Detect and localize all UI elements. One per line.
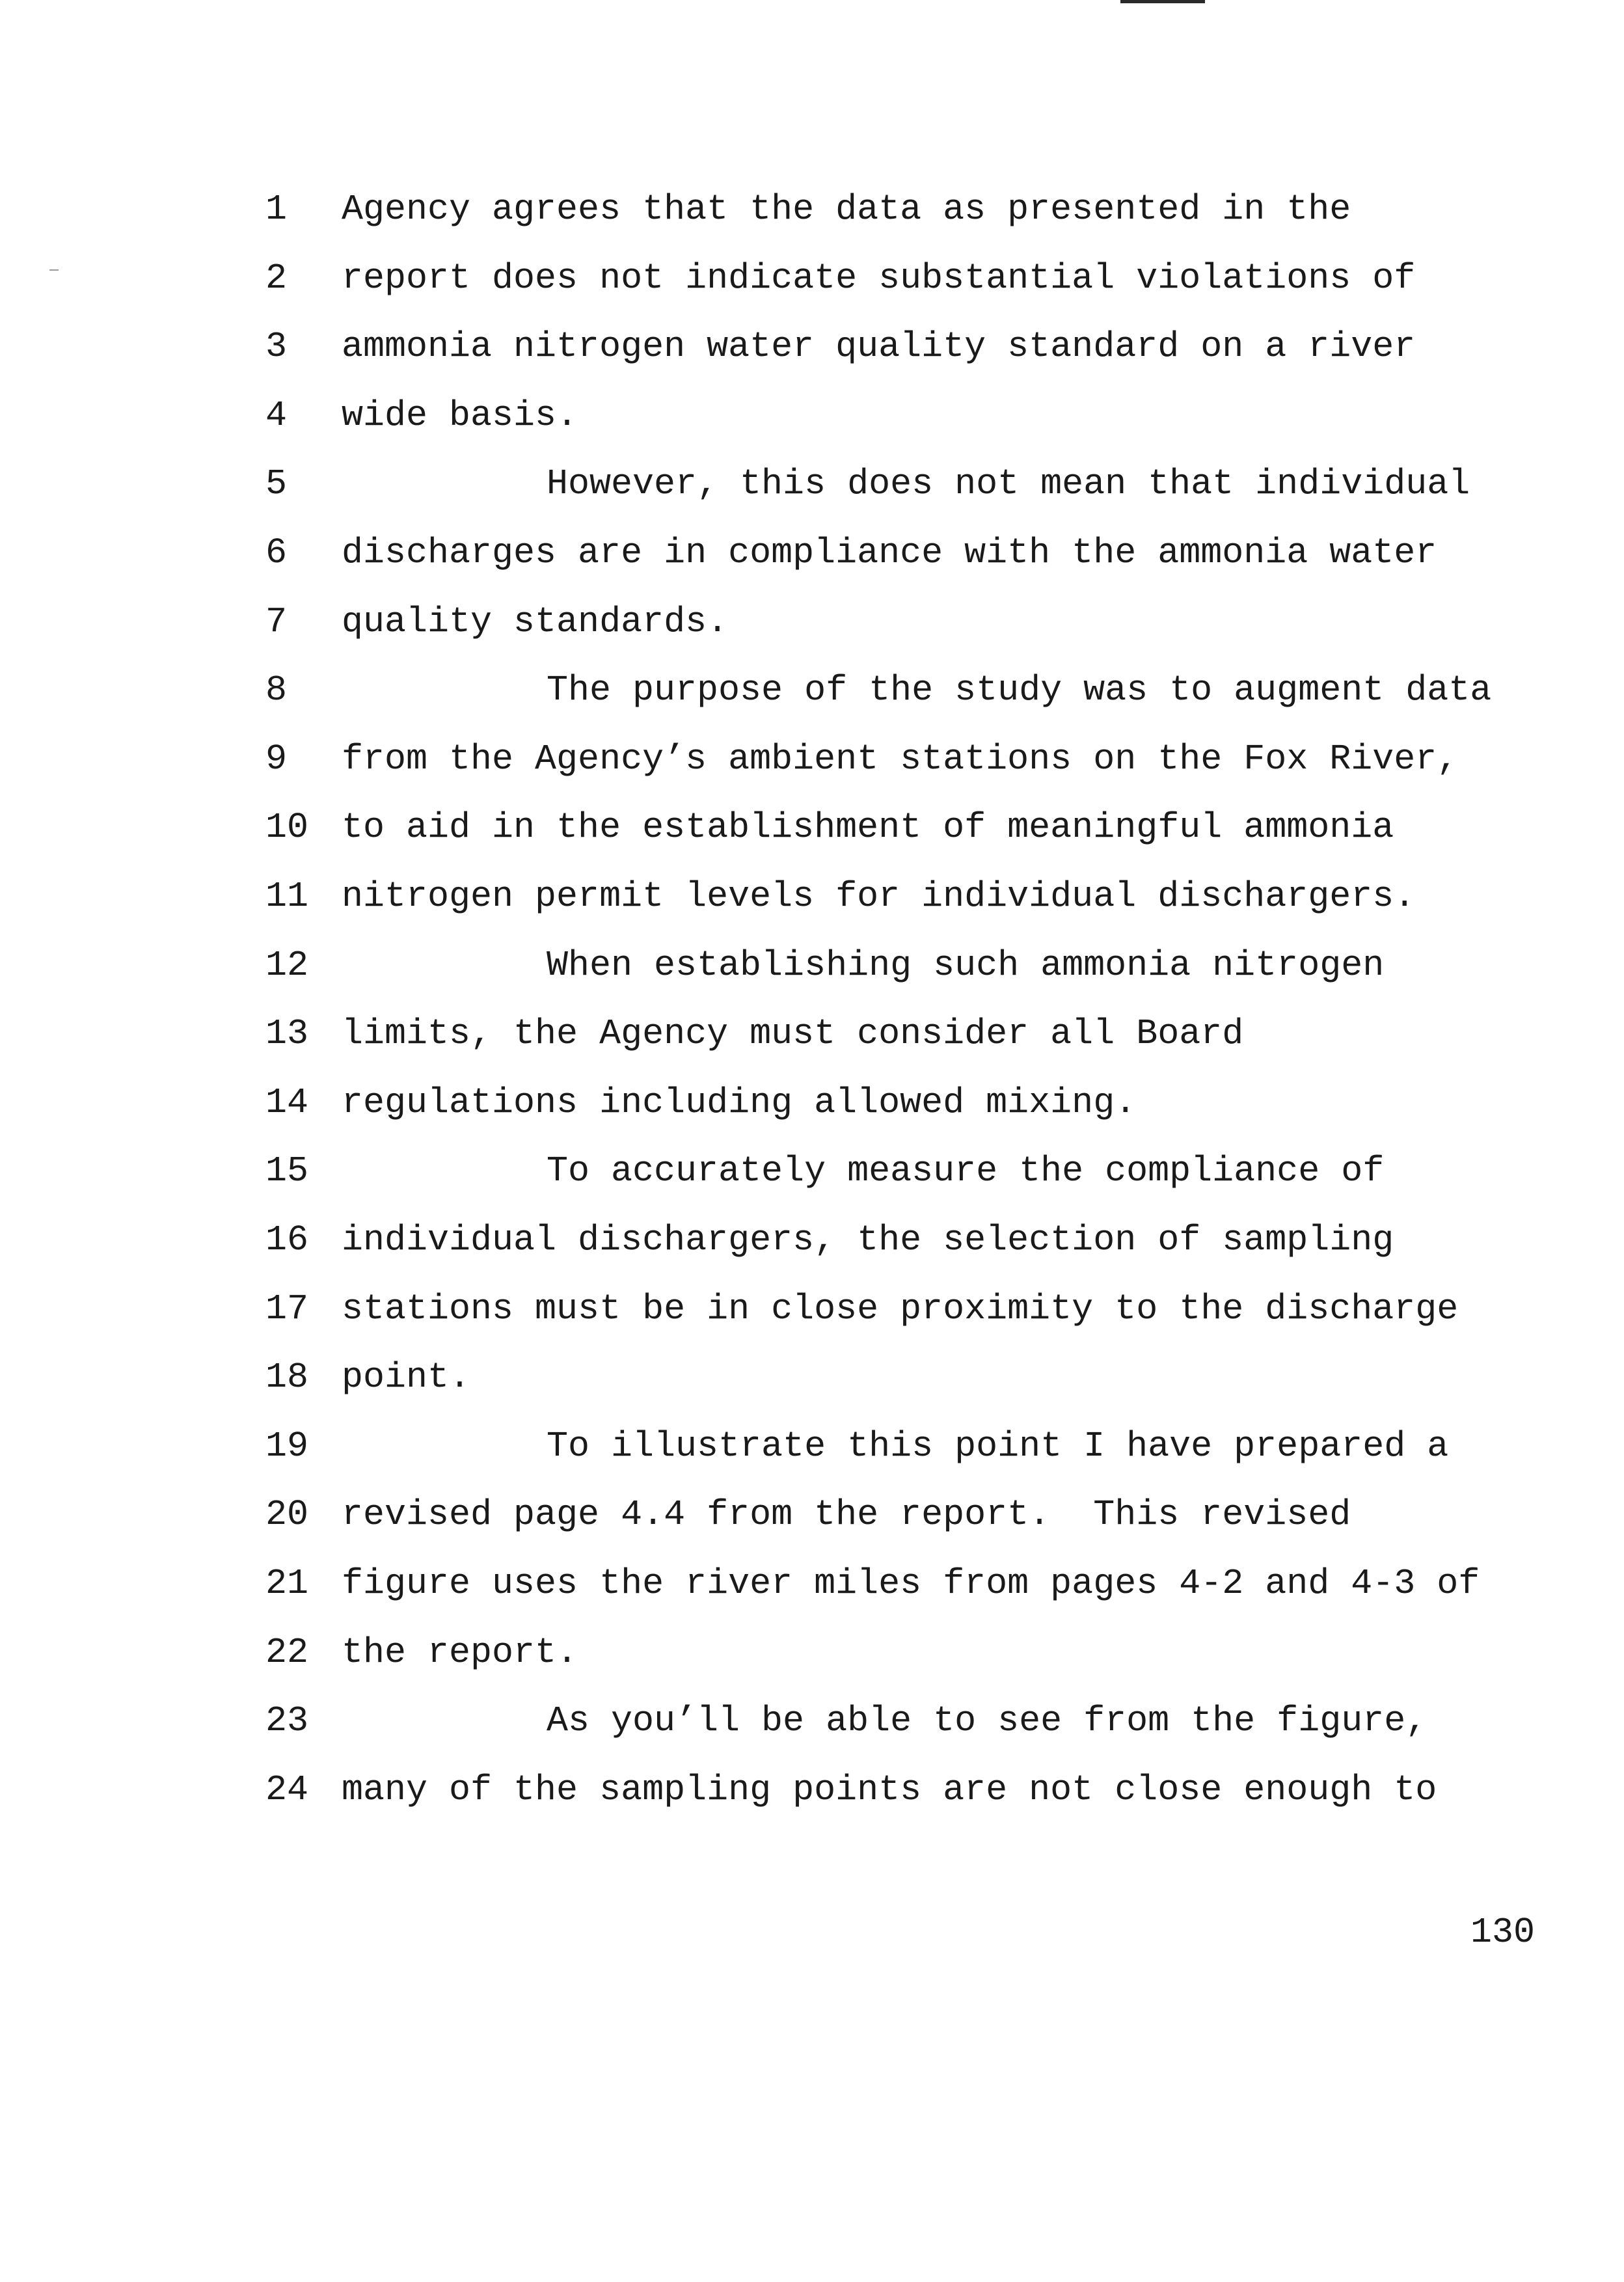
line-number: 21 xyxy=(265,1563,309,1604)
line-text: To accurately measure the compliance of xyxy=(547,1150,1385,1191)
line-number: 2 xyxy=(265,258,288,299)
line-text: When establishing such ammonia nitrogen xyxy=(547,945,1385,986)
line-text: To illustrate this point I have prepared a xyxy=(547,1426,1449,1467)
line-number: 3 xyxy=(265,326,288,367)
line-number: 16 xyxy=(265,1219,309,1260)
line-number: 6 xyxy=(265,532,288,573)
line-text: wide basis. xyxy=(342,395,578,436)
line-number: 24 xyxy=(265,1769,309,1810)
line-text: revised page 4.4 from the report. This revised xyxy=(342,1494,1351,1535)
line-text: Agency agrees that the data as presented in the xyxy=(342,189,1351,230)
line-text: point. xyxy=(342,1357,471,1398)
line-text: quality standards. xyxy=(342,601,729,642)
line-number: 20 xyxy=(265,1494,309,1535)
line-number: 8 xyxy=(265,670,288,711)
line-text: discharges are in compliance with the ammonia water xyxy=(342,532,1437,573)
line-number: 11 xyxy=(265,876,309,917)
line-number: 19 xyxy=(265,1426,309,1467)
line-number: 17 xyxy=(265,1288,309,1329)
line-text: report does not indicate substantial violations of xyxy=(342,258,1416,299)
line-text: the report. xyxy=(342,1632,578,1673)
line-text: regulations including allowed mixing. xyxy=(342,1082,1137,1123)
line-text: However, this does not mean that individual xyxy=(547,463,1470,504)
line-text: to aid in the establishment of meaningful ammonia xyxy=(342,807,1394,848)
line-text: from the Agency’s ambient stations on the Fox River, xyxy=(342,739,1459,780)
line-number: 5 xyxy=(265,463,288,504)
line-text: limits, the Agency must consider all Board xyxy=(342,1013,1244,1054)
line-number: 14 xyxy=(265,1082,309,1123)
line-text: many of the sampling points are not close enough to xyxy=(342,1769,1437,1810)
page-number: 130 xyxy=(1470,1912,1536,1953)
line-text: figure uses the river miles from pages 4-2 and 4-3 of xyxy=(342,1563,1480,1604)
line-number: 12 xyxy=(265,945,309,986)
line-number: 23 xyxy=(265,1700,309,1741)
line-number: 13 xyxy=(265,1013,309,1054)
line-text: nitrogen permit levels for individual dischargers. xyxy=(342,876,1416,917)
line-text: The purpose of the study was to augment data xyxy=(547,670,1492,711)
line-text: stations must be in close proximity to the discharge xyxy=(342,1288,1459,1329)
line-number: 7 xyxy=(265,601,288,642)
line-text: ammonia nitrogen water quality standard on a river xyxy=(342,326,1416,367)
line-text: As you’ll be able to see from the figure, xyxy=(547,1700,1428,1741)
line-number: 22 xyxy=(265,1632,309,1673)
line-number: 18 xyxy=(265,1357,309,1398)
line-number: 4 xyxy=(265,395,288,436)
line-number: 15 xyxy=(265,1150,309,1191)
line-number: 9 xyxy=(265,739,288,780)
line-number: 10 xyxy=(265,807,309,848)
line-number: 1 xyxy=(265,189,288,230)
line-text: individual dischargers, the selection of sampling xyxy=(342,1219,1394,1260)
